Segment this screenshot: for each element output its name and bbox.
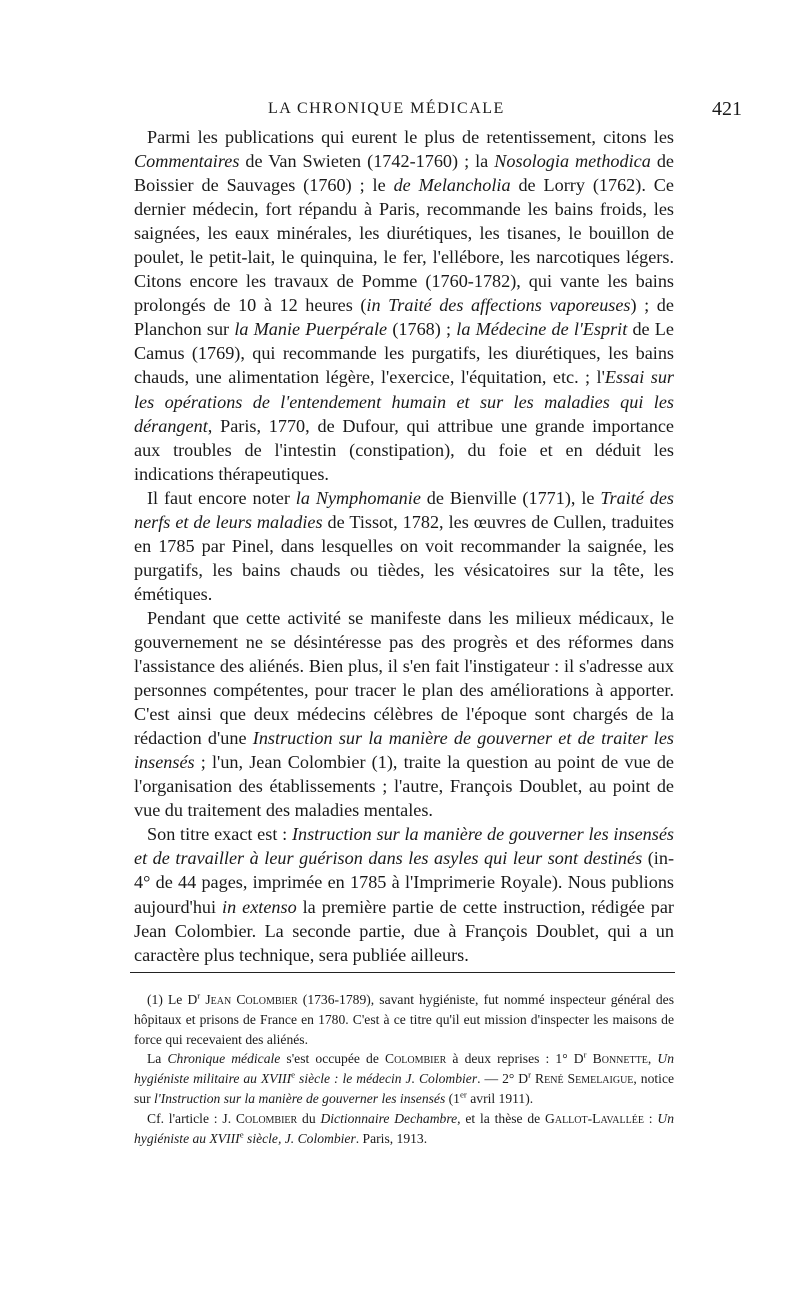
text-run: , [647,1051,658,1067]
text-run: . Paris, 1913. [355,1130,428,1146]
italic-title: la Nymphomanie [295,487,421,508]
italic-title: la Médecine de l'Esprit [456,319,628,340]
text-run: . — 2° D [477,1071,529,1087]
italic-title: in extenso [222,896,297,917]
italic-title: siècle : le médecin J. Colombier [295,1071,478,1087]
paragraph-1 [134,125,674,486]
author-name: Colombier [235,1110,298,1126]
text-run: ; l'un, Jean Colombier (1), traite la question au point de vue de l'organisation des établissements ; l'autre, François Doublet, au point de vue du traitement des maladies mentales. [134,752,674,821]
text-run: de Lorry (1762). Ce dernier médecin, fort répandu à Paris, recommande les bains froids, les saignées, les eaux minérales, les diurétiques, les tisanes, le bouillon de poulet, le petit-lait, le quinquina, le fer, l'ellébore, les narcotiques légers. Citons encore les travaux de Pomme (1760-1782), qui vante les bains prolongés de 10 à 12 heures ( [134,175,674,316]
text-run: de Van Swieten (1742-1760) ; la [239,151,495,172]
footnote-1 [134,990,674,1049]
footnote-1-cont-a [134,1049,674,1108]
text-run: s'est occupée de [280,1051,385,1067]
author-name: Jean Colombier [200,992,298,1007]
italic-title: siècle, J. Colombier [243,1130,356,1146]
text-run: , et la thèse de [457,1110,546,1126]
superscript: r [583,1049,587,1060]
text-run: du [297,1110,321,1126]
text-run: , notice sur [134,1071,675,1106]
text-run: (1736-1789), savant hygiéniste, fut nommé inspecteur général des hôpitaux et prisons de France en 1780. C'est à ce titre qu'il eut mission d'inspecter les maisons de force qui recevaient des aliénés. [134,992,674,1047]
italic-title: Nosologia methodica [494,151,651,172]
text-run: Parmi les publications qui eurent le plus de retentissement, citons les [147,127,674,147]
text-run: avril 1911). [466,1090,534,1106]
italic-title: Traité des nerfs et de leurs maladies [134,487,674,532]
superscript: r [197,990,201,1001]
text-run: Il faut encore noter [147,487,296,508]
text-run: à deux reprises : 1° D [446,1051,584,1067]
footnote-separator [130,972,675,973]
superscript: e [239,1129,244,1140]
text-run: de Le Camus (1769), qui recommande les purgatifs, les diurétiques, les bains chauds, une alimentation légère, l'exercice, l'équitation, etc. ; l' [134,319,674,388]
superscript: e [291,1069,296,1080]
text-run: de Tissot, 1782, les œuvres de Cullen, traduites en 1785 par Pinel, dans lesquelles on voit recommander la saignée, les purgatifs, les bains chauds ou tièdes, les vésicatoires sur la tête, les émétiques. [134,511,674,604]
text-run: La [147,1051,168,1067]
italic-title: Chronique médicale [167,1051,281,1067]
author-name: Bonnette [586,1051,648,1067]
text-run: (1 [445,1090,460,1106]
paragraph-2 [134,486,674,606]
superscript: er [459,1089,467,1100]
italic-title: in Traité des affections vaporeuses [366,295,631,316]
italic-title: Dictionnaire Dechambre [320,1110,458,1126]
text-run: (1768) ; [387,319,457,340]
text-run: (1) Le D [147,992,198,1007]
text-run: Son titre exact est : [147,824,292,845]
italic-title: de Melancholia [393,175,511,196]
footnotes [134,990,674,1148]
text-run: Cf. l'article : J. [147,1110,236,1126]
running-head: LA CHRONIQUE MÉDICALE [268,100,505,117]
author-name: René Semelaigue [531,1071,634,1087]
author-name: Gallot-Lavallée [545,1110,644,1126]
page-number: 421 [712,98,742,120]
text-run: , Paris, 1770, de Dufour, qui attribue une grande importance aux troubles de l'intestin (constipation), du foie et en déduit les indications thérapeutiques. [134,415,674,484]
text-run: ) ; de Planchon sur [134,295,674,340]
italic-title: la Manie Puerpérale [234,319,388,340]
italic-title: Essai sur les opérations de l'entendement humain et sur les maladies qui les dérangent [134,367,674,436]
italic-title: Un hygiéniste au XVIII [134,1110,675,1146]
footnote-1-cont-b [134,1109,674,1149]
italic-title: l'Instruction sur la manière de gouverner les insensés [154,1090,446,1106]
paragraph-3 [134,606,674,822]
text-run: de Bienville (1771), le [420,487,601,508]
main-text [134,125,674,967]
text-run: la première partie de cette instruction, rédigée par Jean Colombier. La seconde partie, due à François Doublet, qui a un caractère plus technique, sera publiée ailleurs. [134,896,674,965]
italic-title: Commentaires [134,151,240,172]
italic-title: Instruction sur la manière de gouverner et de traiter les insensés [134,728,674,773]
italic-title: Instruction sur la manière de gouverner les insensés et de travailler à leur guérison dans les asyles qui leur sont destinés [134,824,675,869]
text-run: Pendant que cette activité se manifeste dans les milieux médicaux, le gouvernement ne se désintéresse pas des progrès et des réformes dans l'assistance des aliénés. Bien plus, il s'en fait l'instigateur : il s'adresse aux personnes compétentes, pour tracer le plan des améliorations à apporter. C'est ainsi que deux médecins célèbres de l'époque sont chargés de la rédaction d'une [134,607,674,749]
author-name: Colombier [385,1051,447,1067]
text-run: de Boissier de Sauvages (1760) ; le [134,151,674,196]
text-run: (in-4° de 44 pages, imprimée en 1785 à l'Imprimerie Royale). Nous publions aujourd'hui [134,848,675,917]
paragraph-4 [134,822,674,966]
italic-title: Un hygiéniste militaire au XVIII [134,1051,674,1087]
superscript: r [528,1069,532,1080]
text-run: : [643,1110,658,1126]
